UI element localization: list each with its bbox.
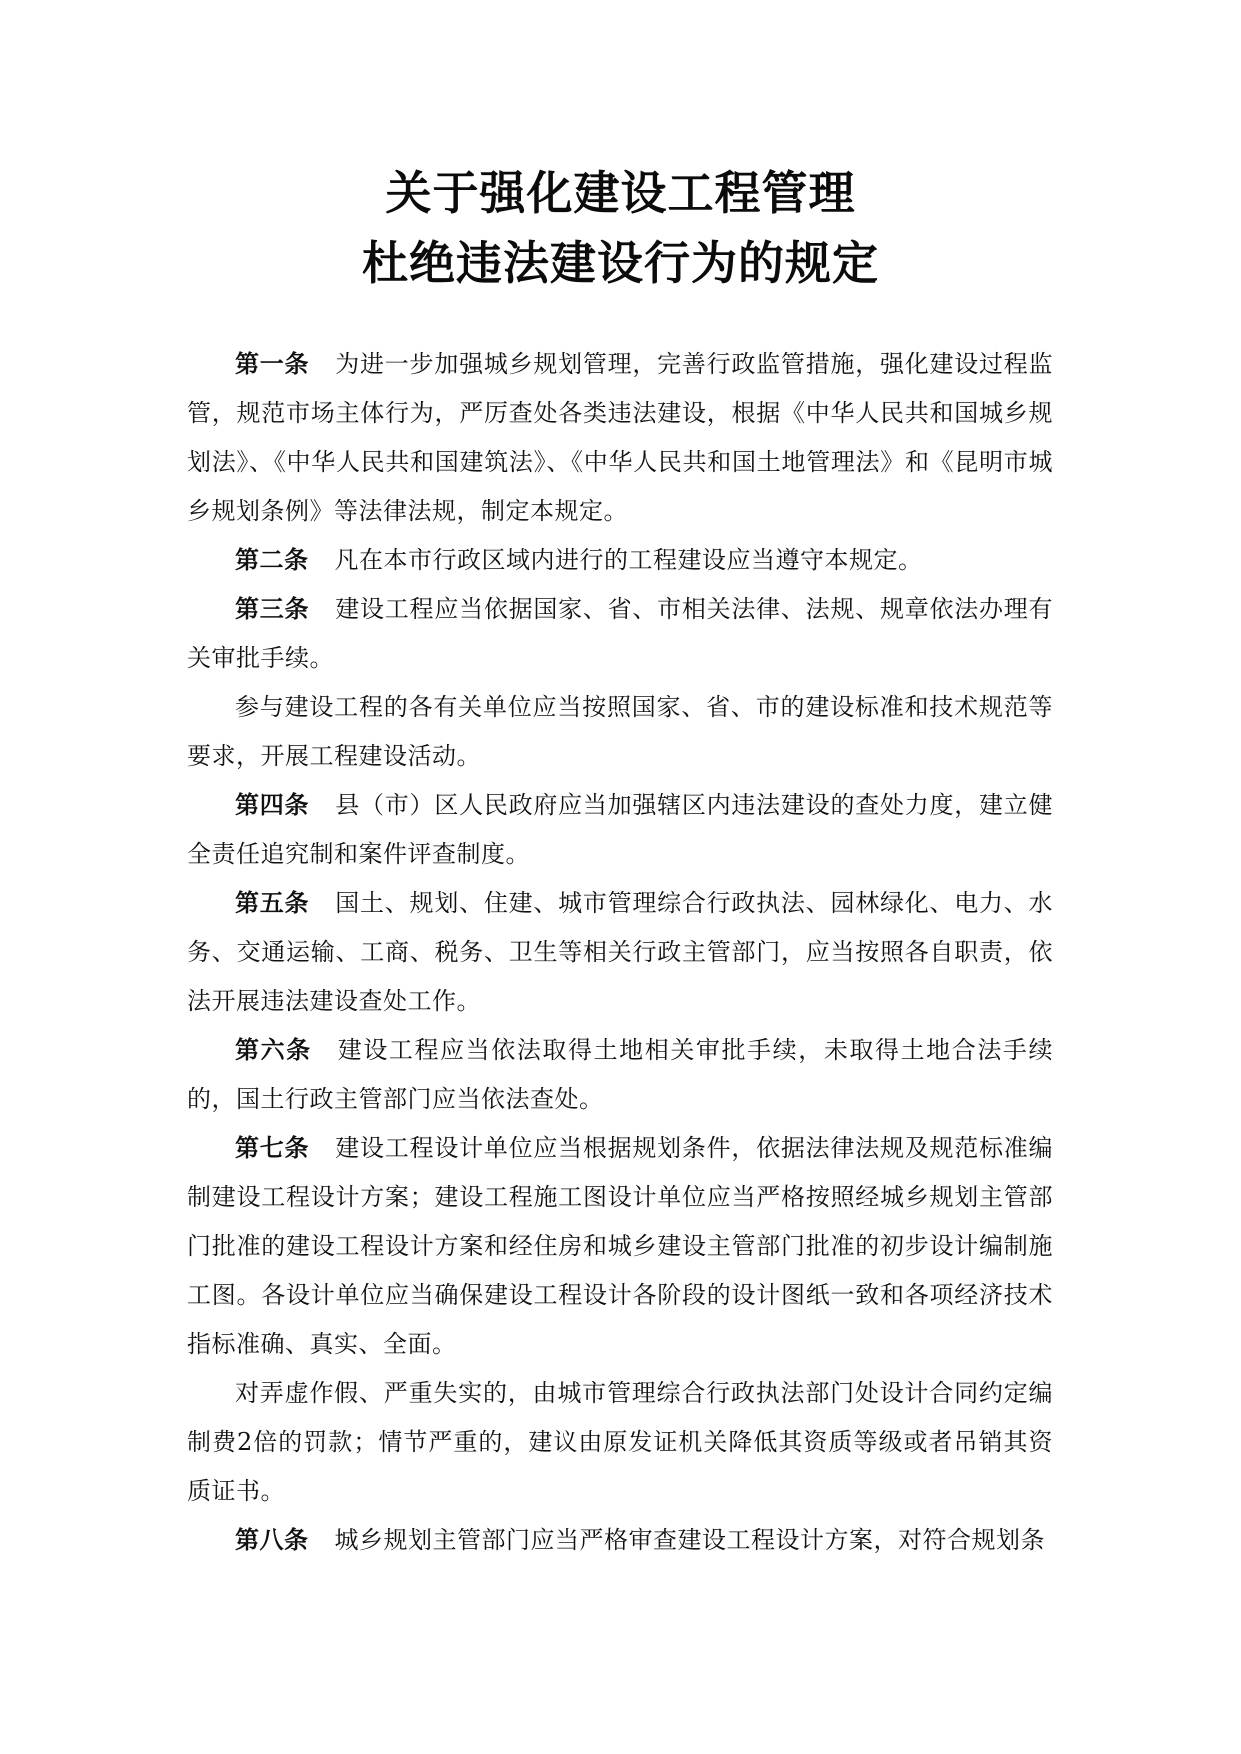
document-body bbox=[187, 340, 1053, 1565]
article-paragraph bbox=[187, 340, 1053, 536]
title-line-1: 关于强化建设工程管理 bbox=[385, 166, 856, 220]
article-text: 国土、规划、住建、城市管理综合行政执法、园林绿化、电力、水务、交通运输、工商、税务、卫生等相关行政主管部门，应当按照各自职责，依法开展违法建设查处工作。 bbox=[187, 889, 1054, 1015]
article-text: 建设工程应当依据国家、省、市相关法律、法规、规章依法办理有关审批手续。 bbox=[187, 595, 1054, 672]
article-text: 建设工程应当依法取得土地相关审批手续，未取得土地合法手续的，国土行政主管部门应当依法查处。 bbox=[187, 1036, 1053, 1113]
article-paragraph bbox=[187, 1124, 1053, 1369]
article-paragraph bbox=[187, 1369, 1053, 1516]
article-number: 第八条 bbox=[235, 1526, 309, 1554]
article-text: 凡在本市行政区域内进行的工程建设应当遵守本规定。 bbox=[334, 546, 923, 574]
article-paragraph bbox=[187, 879, 1053, 1026]
article-number: 第一条 bbox=[235, 350, 310, 378]
article-paragraph bbox=[187, 781, 1053, 879]
article-paragraph bbox=[187, 585, 1053, 683]
article-number: 第六条 bbox=[235, 1036, 312, 1064]
article-text: 县（市）区人民政府应当加强辖区内违法建设的查处力度，建立健全责任追究制和案件评查制度。 bbox=[187, 791, 1054, 868]
article-paragraph bbox=[187, 536, 1053, 585]
article-paragraph bbox=[187, 683, 1053, 781]
article-text: 建设工程设计单位应当根据规划条件，依据法律法规及规范标准编制建设工程设计方案；建设工程施工图设计单位应当严格按照经城乡规划主管部门批准的建设工程设计方案和经住房和城乡建设主管部门批准的初步设计编制施工图。各设计单位应当确保建设工程设计各阶段的设计图纸一致和各项经济技术指标准确、真实、全面。 bbox=[187, 1134, 1054, 1358]
article-paragraph bbox=[187, 1516, 1053, 1565]
article-number: 第三条 bbox=[235, 595, 310, 623]
article-number: 第四条 bbox=[235, 791, 310, 819]
document-title bbox=[0, 158, 1241, 298]
title-line-2: 杜绝违法建设行为的规定 bbox=[362, 236, 879, 290]
article-number: 第二条 bbox=[235, 546, 309, 574]
article-paragraph bbox=[187, 1026, 1053, 1124]
article-text: 参与建设工程的各有关单位应当按照国家、省、市的建设标准和技术规范等要求，开展工程建设活动。 bbox=[187, 693, 1053, 770]
article-number: 第五条 bbox=[235, 889, 310, 917]
article-text: 为进一步加强城乡规划管理，完善行政监管措施，强化建设过程监管，规范市场主体行为，严厉查处各类违法建设，根据《中华人民共和国城乡规划法》、《中华人民共和国建筑法》、《中华人民共和国土地管理法》和《昆明市城乡规划条例》等法律法规，制定本规定。 bbox=[187, 350, 1054, 525]
article-text: 对弄虚作假、严重失实的，由城市管理综合行政执法部门处设计合同约定编制费2倍的罚款；情节严重的，建议由原发证机关降低其资质等级或者吊销其资质证书。 bbox=[187, 1379, 1053, 1505]
article-number: 第七条 bbox=[235, 1134, 310, 1162]
article-text: 城乡规划主管部门应当严格审查建设工程设计方案，对符合规划条 bbox=[334, 1526, 1045, 1554]
